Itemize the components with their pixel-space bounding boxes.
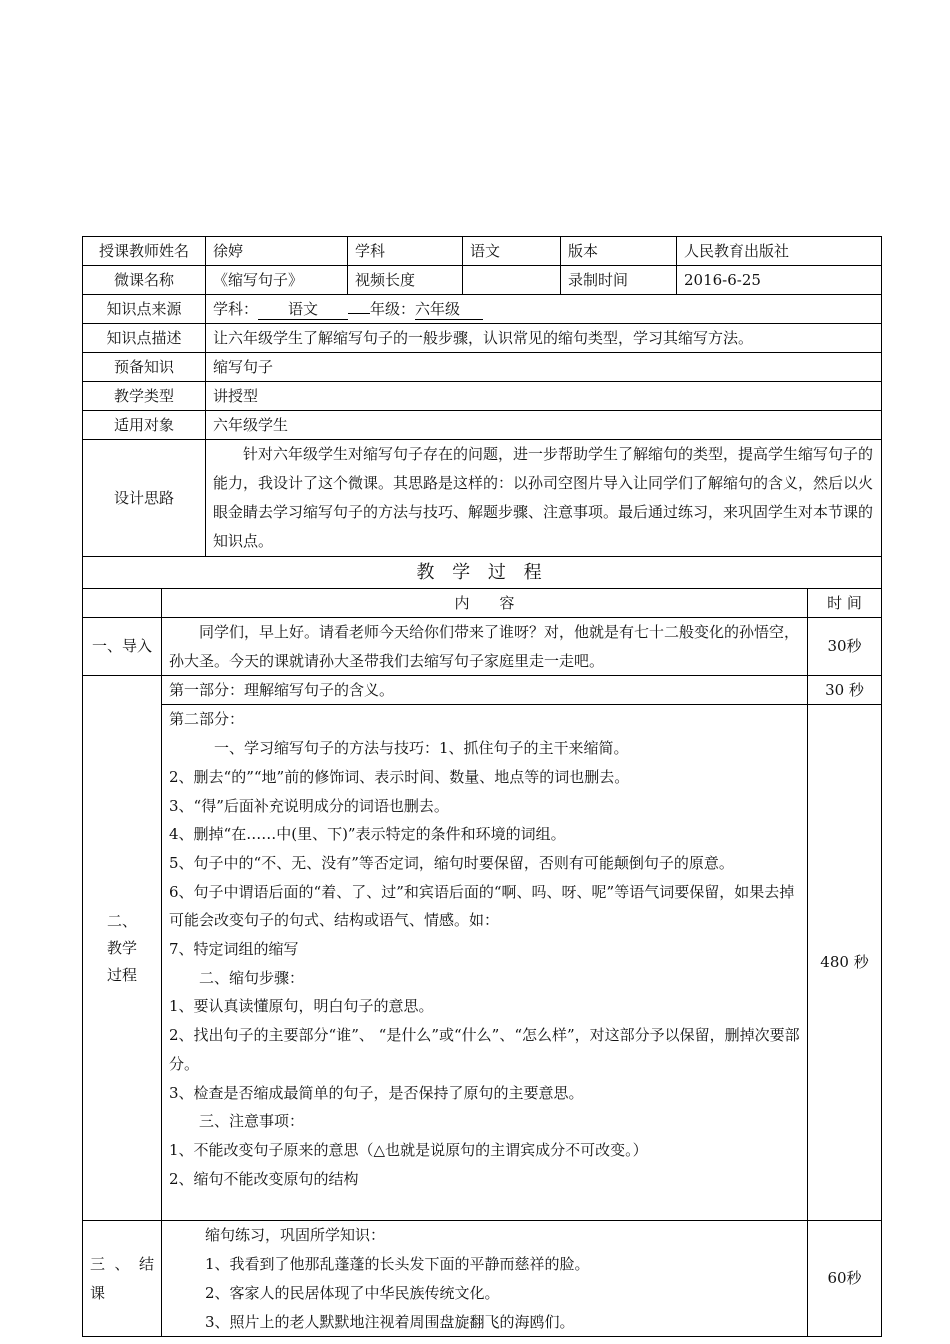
desc-value: 让六年级学生了解缩写句子的一般步骤，认识常见的缩句类型，学习其缩写方法。	[206, 324, 882, 353]
end-line: 2、客家人的民居体现了中华民族传统文化。	[205, 1283, 500, 1302]
source-blank	[348, 313, 370, 314]
source-grade-prefix: 年级：	[370, 299, 416, 318]
part2-line: 三、注意事项：	[199, 1112, 305, 1131]
audience-value: 六年级学生	[206, 411, 882, 440]
desc-label: 知识点描述	[83, 324, 206, 353]
part2-line: 2、缩句不能改变原句的结构	[169, 1169, 359, 1188]
process-header-blank	[83, 589, 162, 618]
lesson-plan-document	[82, 236, 881, 1337]
part2-content	[162, 705, 808, 1221]
main-label	[83, 676, 162, 1221]
part2-line: 7、特定词组的缩写	[169, 940, 299, 959]
design-text: 针对六年级学生对缩写句子存在的问题，进一步帮助学生了解缩句的类型，提高学生缩写句子的能力，我设计了这个微课。其思路是这样的：以孙司空图片导入让同学们了解缩句的含义，然后以火眼金睛去学习缩写句子的方法与技巧、解题步骤、注意事项。最后通过练习，来巩固学生对本节课的知识点。	[206, 440, 882, 557]
end-line: 3、照片上的老人默默地注视着周围盘旋翻飞的海鸥们。	[205, 1312, 575, 1331]
source-subject-prefix: 学科：	[213, 299, 259, 318]
source-value	[206, 295, 882, 324]
part2-line: 一、学习缩写句子的方法与技巧：1、抓住句子的主干来缩简。	[214, 739, 629, 758]
part2-line: 1、要认真读懂原句，明白句子的意思。	[169, 997, 434, 1016]
part2-line: 3、“得”后面补充说明成分的词语也删去。	[169, 796, 449, 815]
process-table	[82, 556, 882, 1337]
audience-label: 适用对象	[83, 411, 206, 440]
main-label-line-1: 二、	[106, 911, 137, 930]
subject-label: 学科	[348, 237, 463, 266]
part2-line: 6、句子中谓语后面的“着、了、过”和宾语后面的“啊、吗、呀、呢”等语气词要保留，如果去掉可能会改变句子的句式、结构或语气、情感。如：	[169, 882, 795, 930]
part2-line: 5、句子中的“不、无、没有”等否定词，缩句时要保留，否则有可能颠倒句子的原意。	[169, 853, 734, 872]
intro-time: 30秒	[808, 618, 882, 676]
edition-label: 版本	[561, 237, 677, 266]
length-label: 视频长度	[348, 266, 463, 295]
prior-label: 预备知识	[83, 353, 206, 382]
time-header: 时 间	[808, 589, 882, 618]
part2-line: 2、删去“的”“地”前的修饰词、表示时间、数量、地点等的词也删去。	[169, 767, 630, 786]
part1-time: 30 秒	[808, 676, 882, 705]
part2-time: 480 秒	[808, 705, 882, 1221]
course-label: 微课名称	[83, 266, 206, 295]
source-grade: 六年级	[415, 299, 483, 320]
record-label: 录制时间	[561, 266, 677, 295]
end-time: 60秒	[808, 1221, 882, 1337]
teacher-label: 授课教师姓名	[83, 237, 206, 266]
part1-text: 第一部分：理解缩写句子的含义。	[162, 676, 808, 705]
length-value	[463, 266, 561, 295]
prior-value: 缩写句子	[206, 353, 882, 382]
edition-value: 人民教育出版社	[677, 237, 882, 266]
lesson-info-table	[82, 236, 882, 557]
end-label: 三 、 结课	[83, 1221, 162, 1337]
subject-value: 语文	[463, 237, 561, 266]
design-label: 设计思路	[83, 440, 206, 557]
part2-line: 4、删掉“在……中(里、下)”表示特定的条件和环境的词组。	[169, 825, 566, 844]
content-header: 内 容	[162, 589, 808, 618]
end-line: 缩句练习，巩固所学知识：	[205, 1226, 386, 1245]
source-subject: 语文	[258, 299, 348, 320]
main-label-line-3: 过程	[106, 965, 137, 984]
part2-line: 二、缩句步骤：	[199, 968, 305, 987]
end-content	[162, 1221, 808, 1337]
teacher-value: 徐婷	[206, 237, 348, 266]
intro-text: 同学们，早上好。请看老师今天给你们带来了谁呀？对，他就是有七十二般变化的孙悟空，孙大圣。今天的课就请孙大圣带我们去缩写句子家庭里走一走吧。	[162, 618, 808, 676]
end-line: 1、我看到了他那乱蓬蓬的长头发下面的平静而慈祥的脸。	[205, 1255, 590, 1274]
type-value: 讲授型	[206, 382, 882, 411]
course-value: 《缩写句子》	[206, 266, 348, 295]
part2-line: 1、不能改变句子原来的意思（△也就是说原句的主谓宾成分不可改变。）	[169, 1140, 648, 1159]
main-label-line-2: 教学	[106, 938, 137, 957]
source-label: 知识点来源	[83, 295, 206, 324]
part2-line: 第二部分：	[169, 710, 245, 729]
part2-line: 3、检查是否缩成最简单的句子，是否保持了原句的主要意思。	[169, 1083, 584, 1102]
part2-line: 2、找出句子的主要部分“谁”、 “是什么”或“什么”、“怎么样”，对这部分予以保留，删掉次要部分。	[169, 1026, 800, 1073]
type-label: 教学类型	[83, 382, 206, 411]
record-value: 2016-6-25	[677, 266, 882, 295]
process-title: 教 学 过 程	[83, 557, 882, 589]
intro-label: 一、导入	[83, 618, 162, 676]
